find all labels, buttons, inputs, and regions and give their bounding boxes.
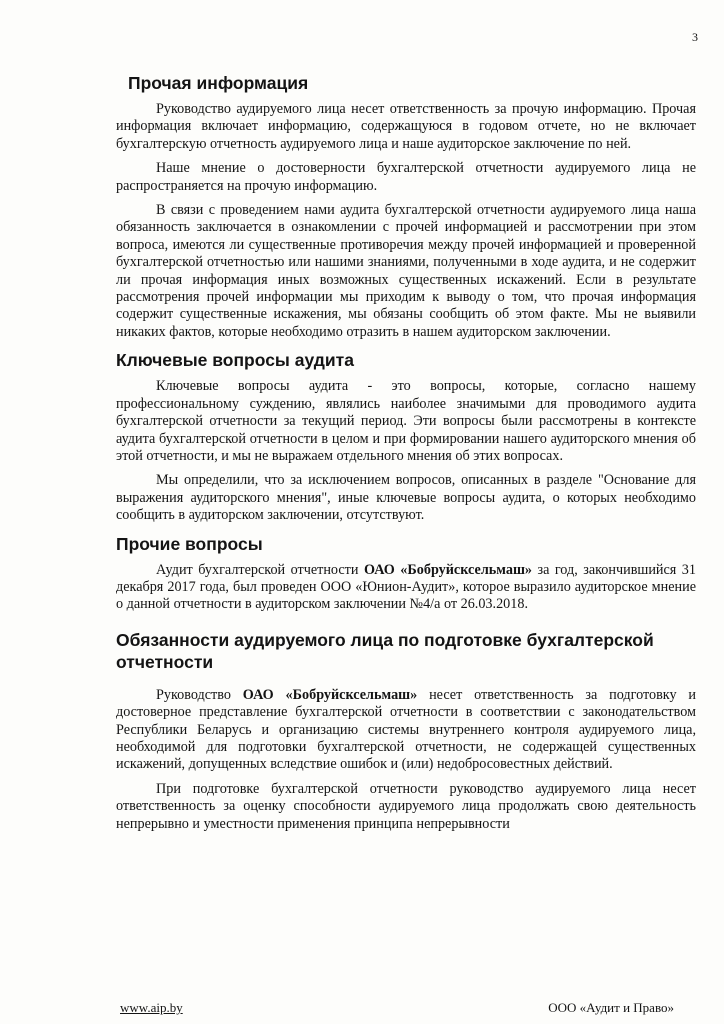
company-name: ОАО «Бобруйсксельмаш» xyxy=(242,686,418,703)
document-body xyxy=(116,72,696,833)
other-info-paragraph-1: Руководство аудируемого лица несет ответственность за прочую информацию. Прочая информация включает информацию, содержащуюся в годовом отчете, но не включает бухгалтерскую отчетность аудируемого лица и наше аудиторское заключение по ней. xyxy=(116,101,696,152)
other-info-paragraph-2: Наше мнение о достоверности бухгалтерской отчетности аудируемого лица не распространяется на прочую информацию. xyxy=(116,160,696,194)
responsibilities-paragraph-1 xyxy=(116,687,696,774)
other-matters-text-end: за год, закончившийся 31 декабря 2017 года, был проведен ООО «Юнион-Аудит», которое выразило аудиторское мнение о данной отчетности в аудиторском заключении №4/а от 26.03.2018. xyxy=(116,561,696,613)
responsibilities-text-start: Руководство xyxy=(156,686,243,703)
other-matters-text-start: Аудит бухгалтерской отчетности xyxy=(156,561,364,578)
heading-other-information: Прочая информация xyxy=(128,73,309,93)
key-audit-paragraph-2: Мы определили, что за исключением вопросов, описанных в разделе "Основание для выражения аудиторского мнения", иные ключевые вопросы аудита, о которых необходимо сообщить в аудиторском заключении, отсутствуют. xyxy=(116,472,696,524)
footer-firm-name: ООО «Аудит и Право» xyxy=(548,1000,674,1015)
responsibilities-text-end: несет ответственность за подготовку и достоверное представление бухгалтерской отчетности в соответствии с законодательством Республики Беларусь и организацию системы внутреннего контроля аудируемого лица, необходимой для подготовки бухгалтерской отчетности, не содержащей существенных искажений, допущенных вследствие ошибок и (или) недобросовестных действий. xyxy=(116,686,696,773)
key-audit-paragraph-1: Ключевые вопросы аудита - это вопросы, которые, согласно нашему профессиональному суждению, являлись наиболее значимыми для проводимого аудита бухгалтерской отчетности за текущий период. Эти вопросы были рассмотрены в контексте аудита бухгалтерской отчетности в целом и при формировании нашего аудиторского мнения об этой отчетности, и мы не выражаем отдельного мнения об этих вопросах. xyxy=(116,378,696,464)
other-matters-paragraph xyxy=(116,562,696,614)
heading-other-matters: Прочие вопросы xyxy=(116,533,263,554)
page-number: 3 xyxy=(692,30,698,44)
footer-website-link[interactable]: www.aip.by xyxy=(120,1000,183,1015)
responsibilities-paragraph-2: При подготовке бухгалтерской отчетности руководство аудируемого лица несет ответственность за оценку способности аудируемого лица продолжать свою деятельность непрерывно и уместности применения принципа непрерывности xyxy=(116,780,696,832)
heading-key-audit-matters: Ключевые вопросы аудита xyxy=(116,350,354,371)
heading-management-responsibilities: Обязанности аудируемого лица по подготовке бухгалтерской отчетности xyxy=(116,629,654,672)
other-info-paragraph-3: В связи с проведением нами аудита бухгалтерской отчетности аудируемого лица наша обязанность заключается в ознакомлении с прочей информацией и рассмотрении при этом вопроса, имеются ли существенные противоречия между прочей информацией и проверенной бухгалтерской отчетностью или нашими знаниями, полученными в ходе аудита, и не содержит ли прочая информация иных возможных существенных искажений. Если в результате рассмотрения прочей информации мы приходим к выводу о том, что прочая информация содержит существенные искажения, мы обязаны сообщить об этом факте. Мы не выявили никаких фактов, которые необходимо отразить в нашем аудиторском заключении. xyxy=(116,202,696,340)
company-name: ОАО «Бобруйсксельмаш» xyxy=(363,561,533,578)
